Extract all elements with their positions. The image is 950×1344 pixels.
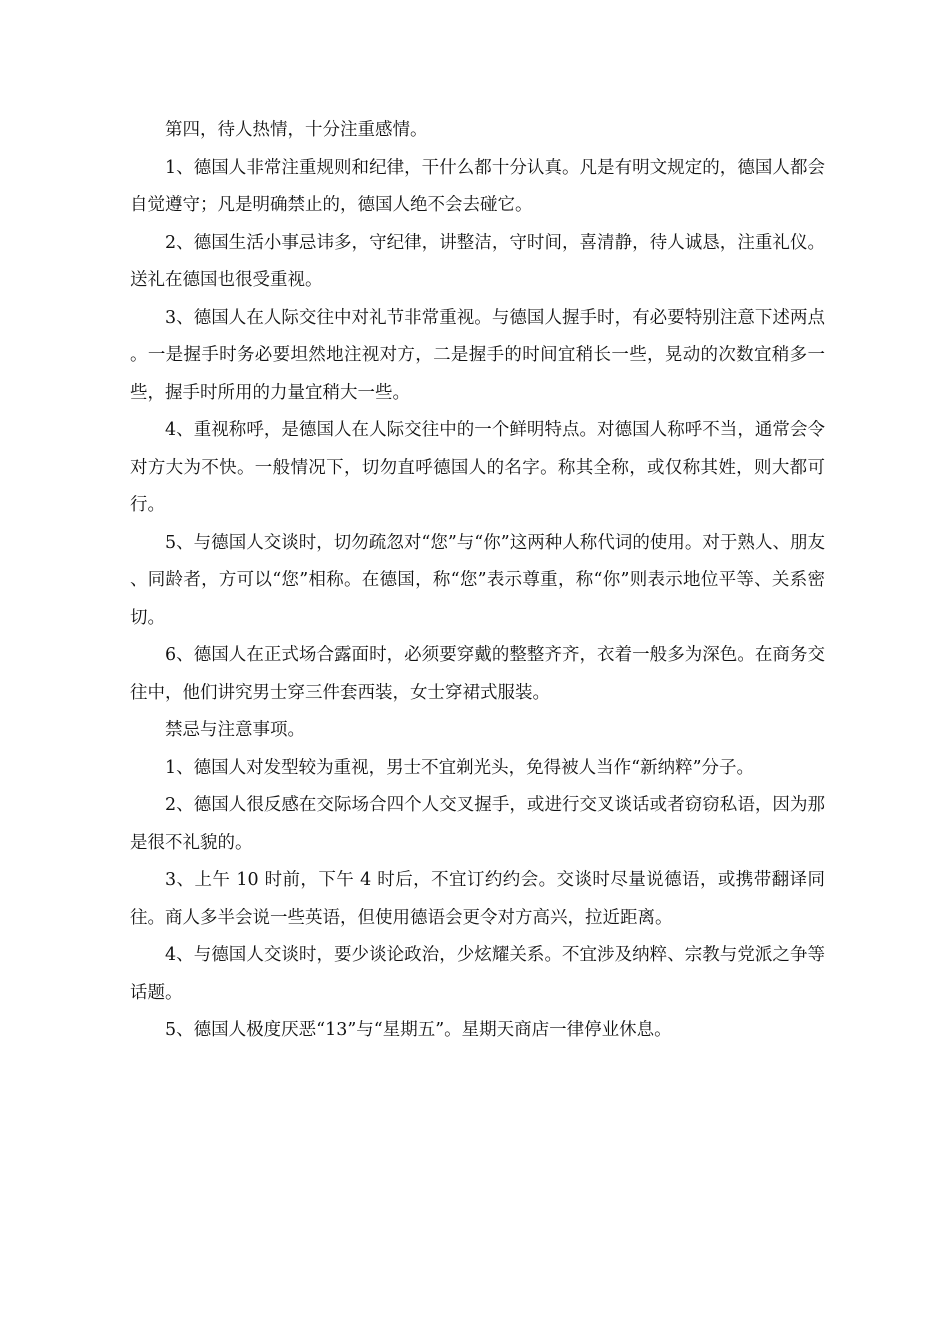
taboo-item-4: 4、与德国人交谈时，要少谈论政治，少炫耀关系。不宜涉及纳粹、宗教与党派之争等话题。 [130,945,825,1003]
taboo-item-1: 1、德国人对发型较为重视，男士不宜剃光头，免得被人当作“新纳粹”分子。 [165,757,755,778]
document-page [130,112,825,1050]
paragraph-item-3: 3、德国人在人际交往中对礼节非常重视。与德国人握手时，有必要特别注意下述两点。一是握手时务必要坦然地注视对方，二是握手的时间宜稍长一些，晃动的次数宜稍多一些，握手时所用的力量宜稍大一些。 [130,307,825,403]
paragraph-item-4: 4、重视称呼，是德国人在人际交往中的一个鲜明特点。对德国人称呼不当，通常会令对方大为不快。一般情况下，切勿直呼德国人的名字。称其全称，或仅称其姓，则大都可行。 [130,420,825,515]
paragraph-item-5: 5、与德国人交谈时，切勿疏忽对“您”与“你”这两种人称代词的使用。对于熟人、朋友、同龄者，方可以“您”相称。在德国，称“您”表示尊重，称“你”则表示地位平等、关系密切。 [130,532,825,628]
taboo-item-3: 3、上午 10 时前，下午 4 时后，不宜订约约会。交谈时尽量说德语，或携带翻译同往。商人多半会说一些英语，但使用德语会更令对方高兴，拉近距离。 [130,870,825,928]
paragraph-item-6: 6、德国人在正式场合露面时，必须要穿戴的整整齐齐，衣着一般多为深色。在商务交往中，他们讲究男士穿三件套西装，女士穿裙式服装。 [130,645,825,703]
section-heading-taboos: 禁忌与注意事项。 [165,720,305,740]
taboo-item-5: 5、德国人极度厌恶“13”与“星期五”。星期天商店一律停业休息。 [165,1020,672,1040]
paragraph-item-2: 2、德国生活小事忌讳多，守纪律，讲整洁，守时间，喜清静，待人诚恳，注重礼仪。送礼在德国也很受重视。 [130,232,825,290]
section-heading-courtesy: 第四，待人热情，十分注重感情。 [165,120,428,140]
taboo-item-2: 2、德国人很反感在交际场合四个人交叉握手，或进行交叉谈话或者窃窃私语，因为那是很不礼貌的。 [130,795,825,853]
paragraph-item-1: 1、德国人非常注重规则和纪律，干什么都十分认真。凡是有明文规定的，德国人都会自觉遵守；凡是明确禁止的，德国人绝不会去碰它。 [130,157,825,215]
